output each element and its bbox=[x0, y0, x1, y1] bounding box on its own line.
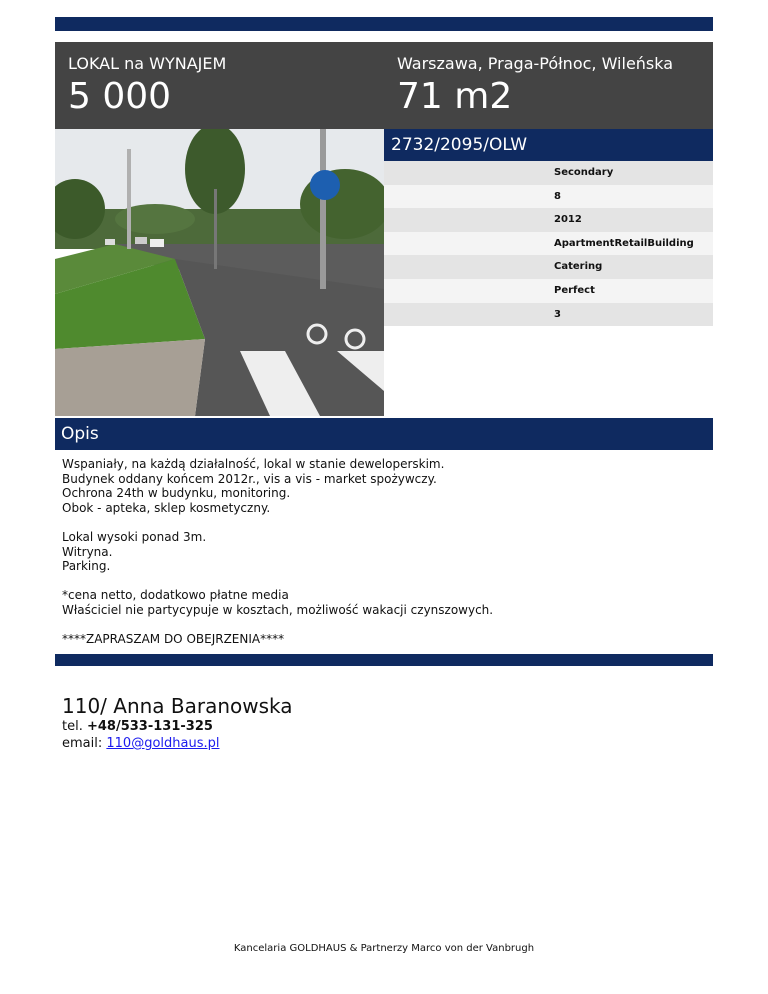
listing-area: 71 m2 bbox=[397, 76, 513, 117]
description-paragraph: Wspaniały, na każdą działalność, lokal w stanie deweloperskim. Budynek oddany końcem 2012r., vis a vis - market spożywczy. Ochrona 24th w budynku, monitoring. Obok - apteka, sklep kosmetyczny. bbox=[62, 457, 445, 515]
agent-phone[interactable]: +48/533-131-325 bbox=[86, 719, 213, 734]
mid-divider-bar bbox=[55, 654, 713, 666]
listing-type: LOKAL na WYNAJEM bbox=[68, 54, 227, 73]
description-paragraph: *cena netto, dodatkowo płatne media Właściciel nie partycypuje w kosztach, możliwość wakacji czynszowych. bbox=[62, 588, 494, 617]
top-divider-bar bbox=[55, 17, 713, 31]
reference-number: 2732/2095/OLW bbox=[384, 129, 713, 161]
detail-condition: Perfect bbox=[384, 279, 713, 303]
property-photo bbox=[55, 129, 384, 416]
email-label: email: bbox=[62, 736, 103, 751]
detail-usage: Catering bbox=[384, 255, 713, 279]
listing-price: 5 000 bbox=[68, 76, 172, 117]
description-heading: Opis bbox=[55, 418, 713, 450]
agent-contact bbox=[62, 694, 293, 752]
detail-year: 2012 bbox=[384, 208, 713, 232]
listing-header bbox=[55, 42, 713, 129]
agent-name: 110/ Anna Baranowska bbox=[62, 694, 293, 718]
detail-building-type: ApartmentRetailBuilding bbox=[384, 232, 713, 256]
phone-label: tel. bbox=[62, 719, 83, 734]
detail-floor: 8 bbox=[384, 185, 713, 209]
details-list bbox=[384, 161, 713, 326]
description-paragraph: Lokal wysoki ponad 3m. Witryna. Parking. bbox=[62, 529, 207, 574]
agent-email-link[interactable]: 110@goldhaus.pl bbox=[106, 736, 220, 751]
detail-market: Secondary bbox=[384, 161, 713, 185]
footer-company: Kancelaria GOLDHAUS & Partnerzy Marco von der Vanbrugh bbox=[233, 943, 535, 954]
description-paragraph: ****ZAPRASZAM DO OBEJRZENIA**** bbox=[62, 632, 285, 647]
description-body bbox=[62, 457, 702, 661]
listing-location: Warszawa, Praga-Północ, Wileńska bbox=[397, 54, 674, 73]
detail-rooms: 3 bbox=[384, 303, 713, 327]
